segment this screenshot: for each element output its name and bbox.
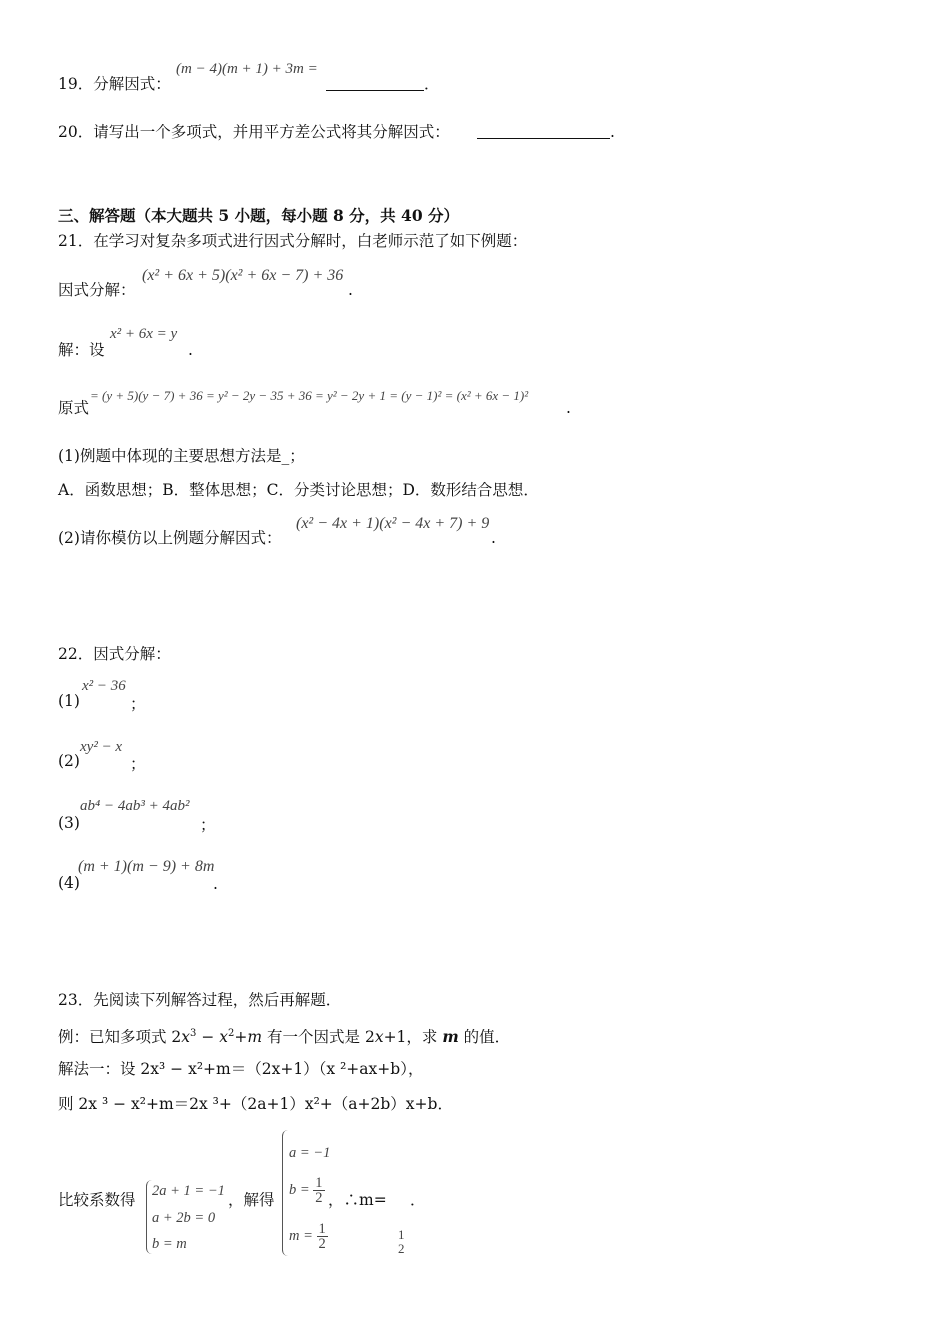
q21-substitution-tail: . bbox=[188, 341, 193, 359]
q21-substitution: x² + 6x = y bbox=[110, 326, 178, 342]
q22-item-4-tail: . bbox=[213, 875, 218, 893]
q21-original-tail: . bbox=[566, 399, 571, 417]
fraction-one-half: $\frac{1}{2}$ bbox=[318, 1221, 326, 1252]
q23-solved-label: ，解得 bbox=[228, 1191, 275, 1209]
system2-brace bbox=[282, 1130, 289, 1256]
system2-b: b = $\frac{1}{2}$ bbox=[289, 1175, 323, 1206]
q23-example: 例：已知多项式 $2x^3 - x^2+m$ 有一个因式是 2x+1，求 m 的值． bbox=[58, 1027, 511, 1047]
system1-eq1: 2a + 1 = −1 bbox=[152, 1183, 225, 1199]
q20-text: 20．请写出一个多项式，并用平方差公式将其分解因式： bbox=[58, 123, 450, 141]
q22-item-4-expression: (m + 1)(m − 9) + 8m bbox=[78, 858, 215, 875]
q21-factor-tail: . bbox=[348, 281, 353, 299]
system1-eq3: b = m bbox=[152, 1236, 187, 1252]
q22-item-1-num: (1) bbox=[58, 692, 80, 710]
q21-part2-expression: (x² − 4x + 1)(x² − 4x + 7) + 9 bbox=[296, 515, 490, 532]
q19-answer-blank[interactable] bbox=[326, 76, 424, 91]
q21-original-label: 原式 bbox=[58, 399, 90, 417]
q19-label: 19．分解因式： bbox=[58, 75, 171, 93]
q21-options: A．函数思想；B．整体思想；C．分类讨论思想；D．数形结合思想． bbox=[58, 481, 539, 499]
q22-item-2-expression: xy² − x bbox=[80, 739, 123, 755]
q22-item-3-num: (3) bbox=[58, 814, 80, 832]
q21-solution-label: 解：设 bbox=[58, 341, 105, 359]
q21-part1: (1)例题中体现的主要思想方法是_； bbox=[58, 447, 305, 465]
q23-therefore: ，∴m= bbox=[328, 1191, 387, 1209]
q19-period: ． bbox=[424, 75, 440, 93]
q20-answer-blank[interactable] bbox=[477, 124, 610, 139]
q23-final-tail: ． bbox=[410, 1191, 426, 1209]
q23-compare-label: 比较系数得 bbox=[58, 1191, 136, 1209]
q23-answer-fraction: 1 2 bbox=[398, 1227, 405, 1256]
q22-item-2-tail: ； bbox=[130, 755, 146, 773]
system2-m: m = $\frac{1}{2}$ bbox=[289, 1221, 326, 1252]
system2-a: a = −1 bbox=[289, 1145, 331, 1161]
q21-original-expression: = (y + 5)(y − 7) + 36 = y² − 2y − 35 + 36 = y² − 2y + 1 = (y − 1)² = (x² + 6x − 1)² bbox=[90, 388, 529, 403]
q20-period: . bbox=[610, 123, 615, 141]
q19-expression: (m − 4)(m + 1) + 3m = bbox=[176, 61, 318, 77]
q19-line bbox=[58, 74, 171, 94]
q22-item-3-tail: ； bbox=[200, 816, 216, 834]
q21-part2-label: (2)请你模仿以上例题分解因式： bbox=[58, 529, 282, 547]
q21-factor-expression: (x² + 6x + 5)(x² + 6x − 7) + 36 bbox=[142, 267, 344, 284]
section3-heading: 三、解答题（本大题共 5 小题，每小题 8 分，共 40 分） bbox=[58, 206, 460, 225]
q21-intro: 21．在学习对复杂多项式进行因式分解时，白老师示范了如下例题： bbox=[58, 232, 528, 250]
q22-item-3-expression: ab⁴ − 4ab³ + 4ab² bbox=[80, 798, 190, 814]
fraction-one-half: $\frac{1}{2}$ bbox=[315, 1175, 323, 1206]
q23-method1: 解法一：设 2x³ − x²+m＝（2x+1）（x ²+ax+b）， bbox=[58, 1060, 424, 1078]
q23-expansion: 则 2x ³ − x²+m＝2x ³+（2a+1）x²+（a+2b）x+b． bbox=[58, 1095, 453, 1113]
q22-item-2-num: (2) bbox=[58, 752, 80, 770]
q22-item-1-tail: ； bbox=[130, 695, 146, 713]
q21-part2-tail: . bbox=[491, 529, 496, 547]
q22-item-1-expression: x² − 36 bbox=[82, 678, 126, 694]
q21-factor-label: 因式分解： bbox=[58, 281, 136, 299]
system1-eq2: a + 2b = 0 bbox=[152, 1210, 216, 1226]
q22-item-4-num: (4) bbox=[58, 874, 80, 892]
q23-intro: 23．先阅读下列解答过程，然后再解题． bbox=[58, 991, 342, 1009]
q22-intro: 22．因式分解： bbox=[58, 645, 171, 663]
